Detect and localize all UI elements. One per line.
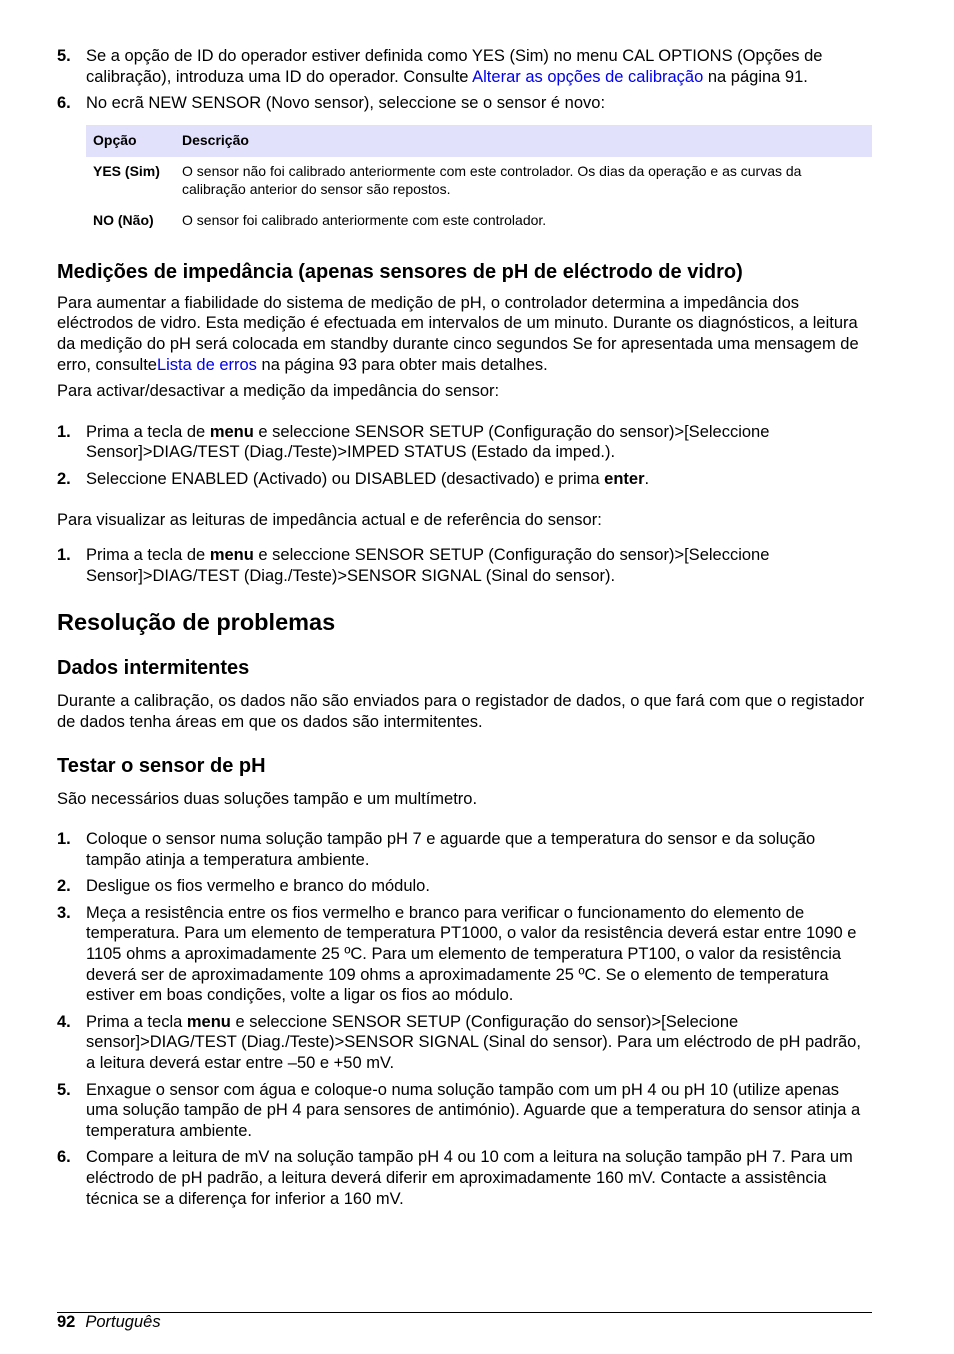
impedance-step-2 <box>57 469 872 490</box>
troubleshooting-heading: Resolução de problemas <box>57 609 336 636</box>
test-step-6 <box>57 1147 872 1209</box>
option-yes-description: O sensor não foi calibrado anteriormente com este controlador. Os dias da operação e as curvas da calibração anterior do sensor são repostos. <box>182 163 802 197</box>
step-text: Prima a tecla de <box>86 422 210 441</box>
page-number: 92 <box>57 1313 76 1331</box>
option-yes: YES (Sim) <box>93 163 160 180</box>
impedance-heading: Medições de impedância (apenas sensores de pH de eléctrodo de vidro) <box>57 260 743 283</box>
step-text: Prima a tecla <box>86 1012 187 1031</box>
step-text-after: na página 91. <box>703 67 808 86</box>
intermittent-data-text: Durante a calibração, os dados não são enviados para o registador de dados, o que fará com que o registador de dados tenha áreas em que os dados são intermitentes. <box>57 692 865 731</box>
header-description: Descrição <box>175 125 872 158</box>
step-text: Se a opção de ID do operador estiver definida como YES (Sim) no menu CAL OPTIONS (Opções de calibração), introduza uma ID do operador. Consulte <box>86 47 823 86</box>
option-no-description: O sensor foi calibrado anteriormente com este controlador. <box>182 212 547 229</box>
table-row <box>86 204 872 236</box>
step-text-after: e seleccione SENSOR SETUP (Configuração do sensor)>[Seleccione Sensor]>DIAG/TEST (Diag./Teste)>IMPED STATUS (Estado da imped.). <box>86 422 770 462</box>
step-number: 1. <box>57 830 71 849</box>
step-text: Coloque o sensor numa solução tampão pH 7 e aguarde que a temperatura do sensor e da solução tampão atinja a temperatura ambiente. <box>86 830 816 869</box>
test-step-4 <box>57 1012 872 1074</box>
impedance-paragraph <box>57 293 872 375</box>
options-table-header <box>86 125 872 158</box>
step-number: 5. <box>57 47 71 65</box>
step-6-new-sensor <box>57 93 872 114</box>
table-row <box>86 157 872 204</box>
step-text-after: . <box>644 469 650 488</box>
impedance-step-1 <box>57 422 872 463</box>
key-menu: menu <box>209 546 254 565</box>
options-table <box>86 125 872 236</box>
step-number: 5. <box>57 1080 71 1099</box>
header-option: Opção <box>86 125 175 158</box>
enable-impedance-intro: Para activar/desactivar a medição da impedância do sensor: <box>57 382 500 401</box>
footer-language: Português <box>85 1313 161 1331</box>
step-text: Seleccione ENABLED (Activado) ou DISABLED (desactivado) e prima <box>86 469 605 488</box>
step-number: 4. <box>57 1012 71 1031</box>
key-enter: enter <box>604 469 645 488</box>
view-impedance-step-1 <box>57 545 872 586</box>
test-intro: São necessários duas soluções tampão e um multímetro. <box>57 789 478 808</box>
step-5-operator-id <box>57 46 872 87</box>
step-number: 6. <box>57 1148 71 1167</box>
step-text: Meça a resistência entre os fios vermelho e branco para verificar o funcionamento do elemento de temperatura. Para um elemento de temperatura PT1000, o valor da resistência deverá estar entre 1090 e 1105 ohms a aproximadamente 25 ºC. Para um elemento de temperatura PT100, o valor da resistência deverá ser de aproximadamente 109 ohms a aproximadamente 25 ºC. Se o elemento de temperatura estiver em boas condições, volte a ligar os fios ao módulo. <box>86 903 857 1005</box>
page-footer <box>57 1312 872 1332</box>
link-error-list[interactable]: Lista de erros <box>156 355 257 374</box>
step-text: Enxague o sensor com água e coloque-o numa solução tampão com um pH 4 ou pH 10 (utilize apenas uma solução tampão de pH 4 para sensores de antimónio). Aguarde que a temperatura do sensor atinja a temperatura ambiente. <box>86 1080 861 1140</box>
step-text: Compare a leitura de mV na solução tampão pH 4 ou 10 com a leitura na solução tampão pH 7. Para um eléctrodo de pH padrão, a leitura deverá diferir em aproximadamente 160 mV. Contacte a assistência técnica se a diferença for inferior a 160 mV. <box>86 1148 853 1208</box>
step-number: 2. <box>57 877 71 896</box>
test-step-1 <box>57 829 872 870</box>
test-ph-sensor-heading: Testar o sensor de pH <box>57 754 266 777</box>
paragraph-text-after: na página 93 para obter mais detalhes. <box>256 355 548 374</box>
test-step-3 <box>57 903 872 1006</box>
intermittent-data-heading: Dados intermitentes <box>57 657 250 680</box>
step-text: No ecrã NEW SENSOR (Novo sensor), seleccione se o sensor é novo: <box>86 94 606 113</box>
key-menu: menu <box>209 422 254 441</box>
page-content <box>57 46 872 1209</box>
step-number: 1. <box>57 422 71 441</box>
link-calibration-options[interactable]: Alterar as opções de calibração <box>472 67 704 86</box>
view-impedance-intro: Para visualizar as leituras de impedância actual e de referência do sensor: <box>57 510 602 529</box>
key-menu: menu <box>186 1012 231 1031</box>
step-text: Prima a tecla de <box>86 546 210 565</box>
test-step-5 <box>57 1080 872 1142</box>
option-no: NO (Não) <box>93 212 154 229</box>
step-number: 6. <box>57 94 71 113</box>
step-number: 1. <box>57 546 71 565</box>
paragraph-text: Para aumentar a fiabilidade do sistema de medição de pH, o controlador determina a impedância dos eléctrodos de vidro. Esta medição é efectuada em intervalos de um minuto. Durante os diagnósticos, a leitura da medição do pH será colocada em standby durante cinco segundos Se for apresentada uma mensagem de erro, consulte <box>57 293 859 374</box>
step-text-after: e seleccione SENSOR SETUP (Configuração do sensor)>[Seleccione Sensor]>DIAG/TEST (Diag./Teste)>SENSOR SIGNAL (Sinal do sensor). <box>86 546 770 585</box>
step-text-after: e seleccione SENSOR SETUP (Configuração do sensor)>[Selecione sensor]>DIAG/TEST (Diag./Teste)>SENSOR SIGNAL (Sinal do sensor). Para um eléctrodo de pH padrão, a leitura deverá estar entre –50 e +50 mV. <box>86 1012 861 1073</box>
step-number: 3. <box>57 903 71 922</box>
step-text: Desligue os fios vermelho e branco do módulo. <box>86 877 430 896</box>
step-number: 2. <box>57 469 71 488</box>
test-step-2 <box>57 876 872 897</box>
